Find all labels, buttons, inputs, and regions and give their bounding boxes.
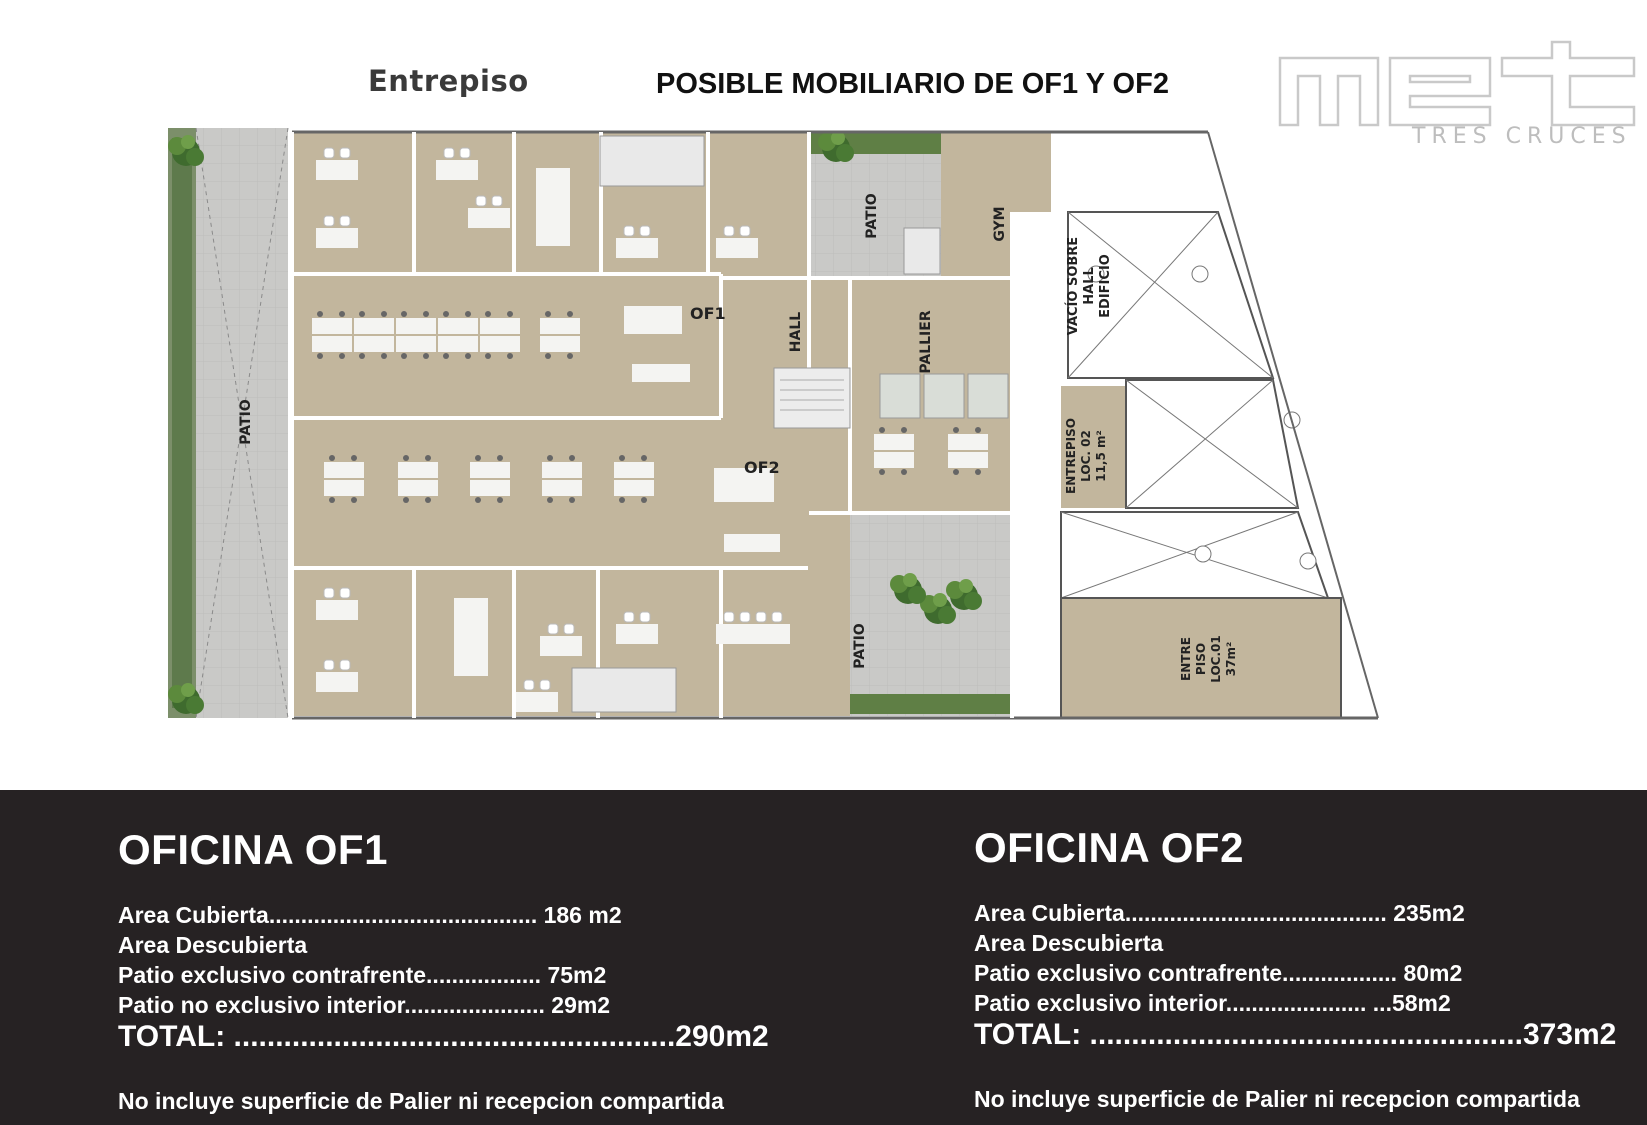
entrepiso01-line-4: 37m² xyxy=(1224,641,1238,677)
entrepiso02-line-3: 11,5 m² xyxy=(1094,430,1108,482)
hall-label: HALL xyxy=(788,311,804,353)
floor-level-label: Entrepiso xyxy=(368,64,529,98)
page-title: POSIBLE MOBILIARIO DE OF1 Y OF2 xyxy=(656,68,1169,100)
area-summary-panel xyxy=(0,790,1647,1125)
of1-note: No incluye superficie de Palier ni recepcion compartida xyxy=(118,1088,724,1114)
patio-left-label: PATIO xyxy=(238,399,254,445)
vacio-line-2: HALL xyxy=(1082,267,1097,305)
of1-line-cubierta: Area Cubierta.......................................... 186 m2 xyxy=(118,902,622,928)
entrepiso-loc02-label xyxy=(1064,406,1124,506)
floor-plan-drawing xyxy=(168,128,1448,758)
entrepiso01-line-2: PISO xyxy=(1194,642,1208,676)
of1-line-patio-interior: Patio no exclusivo interior...................... 29m2 xyxy=(118,992,611,1018)
of2-line-descubierta: Area Descubierta xyxy=(974,930,1164,956)
vacio-line-1: VACÍO SOBRE xyxy=(1066,236,1081,336)
of2-line-cubierta: Area Cubierta......................................... 235m2 xyxy=(974,900,1465,926)
of2-line-patio-interior: Patio exclusivo interior...................... ...58m2 xyxy=(974,990,1451,1016)
vacio-hall-label xyxy=(1066,226,1146,346)
entrepiso-loc01-label xyxy=(1179,619,1245,699)
of1-line-descubierta: Area Descubierta xyxy=(118,932,308,958)
of2-label: OF2 xyxy=(744,458,780,477)
of1-line-patio-contrafrente: Patio exclusivo contrafrente.................. 75m2 xyxy=(118,962,607,988)
of2-note: No incluye superficie de Palier ni recepcion compartida xyxy=(974,1086,1580,1112)
met-logo xyxy=(1278,40,1638,130)
vacio-line-3: EDIFICIO xyxy=(1098,254,1113,318)
entrepiso01-line-1: ENTRE xyxy=(1179,637,1193,681)
entrepiso02-line-1: ENTREPISO xyxy=(1064,418,1078,494)
of2-line-patio-contrafrente: Patio exclusivo contrafrente.................. 80m2 xyxy=(974,960,1463,986)
of1-title: OFICINA OF1 xyxy=(118,826,388,873)
of2-title: OFICINA OF2 xyxy=(974,824,1244,871)
patio-top-label: PATIO xyxy=(864,193,880,239)
patio-center-label: PATIO xyxy=(852,623,868,669)
of2-total: TOTAL: ....................................................373m2 xyxy=(974,1018,1617,1051)
entrepiso01-line-3: LOC.01 xyxy=(1209,635,1223,683)
floor-plan xyxy=(168,128,1448,758)
of1-label: OF1 xyxy=(690,304,726,323)
entrepiso02-line-2: LOC. 02 xyxy=(1079,430,1093,482)
logo-subtitle: TRES CRUCES xyxy=(1412,124,1632,149)
gym-label: GYM xyxy=(992,206,1008,242)
of1-total: TOTAL: .....................................................290m2 xyxy=(118,1020,769,1053)
pallier-label: PALLIER xyxy=(918,310,934,374)
